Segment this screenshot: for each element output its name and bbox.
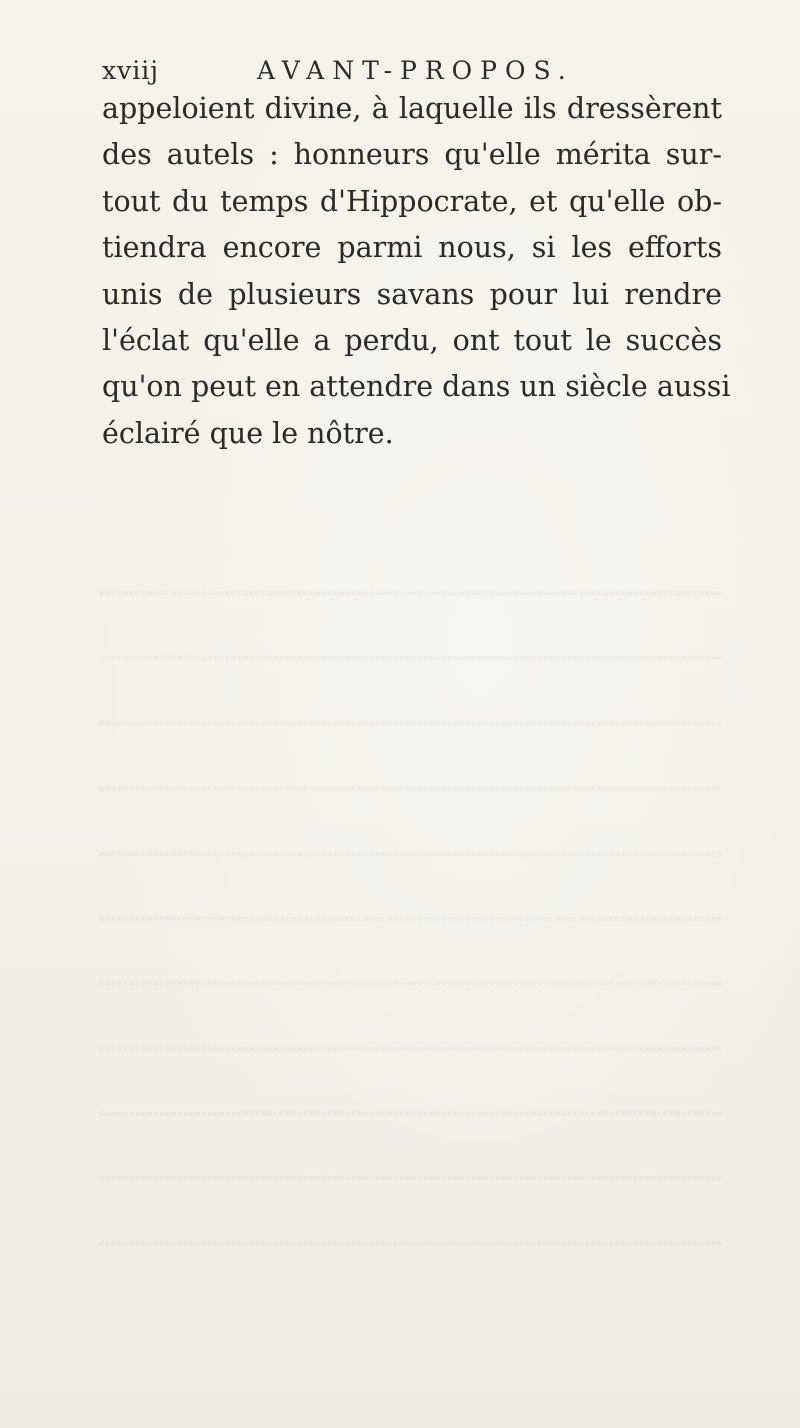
text-line: tiendra encore parmi nous, si les efforts <box>102 231 722 265</box>
running-head: AVANT-PROPOS. <box>257 56 574 85</box>
text-line: des autels : honneurs qu'elle mérita sur- <box>102 138 722 172</box>
text-line: l'éclat qu'elle a perdu, ont tout le succès <box>102 324 722 358</box>
text-line: unis de plusieurs savans pour lui rendre <box>102 277 722 311</box>
text-line: qu'on peut en attendre dans un siècle aussi <box>102 370 731 404</box>
body-paragraph <box>102 86 731 457</box>
text-line: éclairé que le nôtre. <box>102 416 394 450</box>
text-line: tout du temps d'Hippocrate, et qu'elle ob- <box>102 184 722 218</box>
page-number: xviij <box>102 56 159 85</box>
text-line: appeloient divine, à laquelle ils dressèrent <box>102 92 722 125</box>
show-through-texture <box>100 530 720 1250</box>
